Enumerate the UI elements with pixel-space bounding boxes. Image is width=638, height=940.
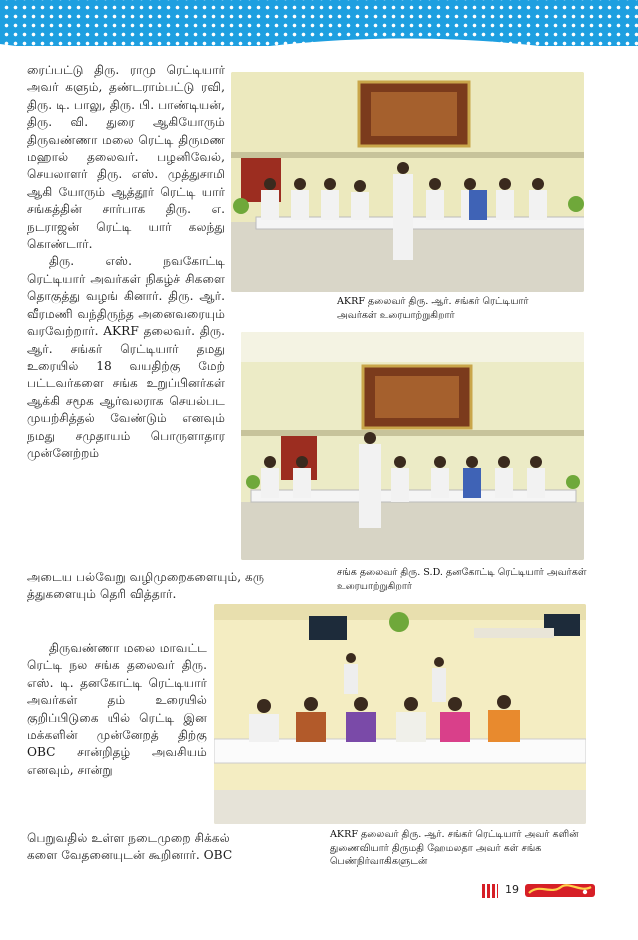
photo-meeting-stage [231, 72, 584, 292]
paragraph-2-end: த்துகளையும் தெரி வித்தார். [27, 587, 177, 601]
photo-women-office-bearers [214, 604, 586, 824]
photo-1-illustration [231, 72, 584, 292]
photo-3-caption: AKRF தலைவர் திரு. ஆர். சங்கர் ரெட்டியார் அவர் களின் துணைவியார் திருமதி ஹேமலதா அவர் கள் சங்க பெண்நிர்வாகிகளுடன் [330, 829, 579, 867]
photo-3-illustration [214, 604, 586, 824]
magazine-logo [525, 881, 595, 899]
photo-1-caption: AKRF தலைவர் திரு. ஆர். சங்கர் ரெட்டியார் அவர்கள் உரையாற்றுகிறார் [337, 296, 529, 321]
article-column-1 [27, 62, 225, 462]
paragraph-3: திருவண்ணா மலை மாவட்ட ரெட்டி நல சங்க தலைவர் திரு. எஸ். டி. தனகோட்டி ரெட்டியார் அவர்கள் தம் உரையில் குறிப்பிடுகை யில் ரெட்டி இன மக்களின் முன்னேறத் திற்கு OBC சான்றிதழ் அவசியம் எனவும், சான்று [27, 641, 207, 777]
paragraph-2-wide-line: அடைய பல்வேறு வழிமுறைகளையும், கரு [27, 570, 265, 584]
paragraph-1: ரைப்பட்டு திரு. ராமு ரெட்டியார் அவர் களும், தண்டராம்பட்டு ரவி, திரு. டி. பாலு, திரு. பி. பாண்டியன், திரு. வி. துரை ஆகியோரும் திருவண்ணா மலை ரெட்டி திருமண மஹால் தலைவர். பழனிவேல், செயலாளர் திரு. எஸ். முத்துசாமி ஆகி யோரும் ஆத்தூர் ரெட்டி யார் சங்கத்தின் சார்பாக திரு. எ. நடராஜன் ரெட்டி யார் கலந்து கொண்டார். [27, 63, 225, 252]
paragraph-3-wide-line-2: களை வேதனையுடன் கூறினார். OBC [27, 848, 233, 862]
paragraph-2: திரு. எஸ். நவகோட்டி ரெட்டியார் அவர்கள் நிகழ்ச் சிகளை தொகுத்து வழங் கினார். திரு. ஆர். வீரமணி வந்திருந்த அனைவரையும் வரவேற்றார். AKRF தலைவர். திரு. ஆர். சங்கர் ரெட்டியார் தமது உரையில் 18 வயதிற்கு மேற் பட்டவர்களை சங்க உறுப்பினர்கள் ஆக்கி சமூக ஆர்வலராக செயல்பட முயற்சித்தல் வேண்டும் எனவும் நமது சமுதாயம் பொருளாதார முன்னேற்றம் [27, 254, 225, 460]
photo-2-illustration [241, 332, 584, 560]
page-number: 19 [505, 883, 519, 896]
page-number-bar [482, 884, 498, 898]
header-wave [0, 34, 638, 58]
photo-meeting-hall [241, 332, 584, 560]
photo-2-caption: சங்க தலைவர் திரு. S.D. தனகோட்டி ரெட்டியார் அவர்கள் உரையாற்றுகிறார் [337, 567, 587, 592]
article-column-2 [27, 640, 207, 779]
paragraph-3-wide-line: பெறுவதில் உள்ள நடைமுறை சிக்கல் [27, 831, 230, 845]
